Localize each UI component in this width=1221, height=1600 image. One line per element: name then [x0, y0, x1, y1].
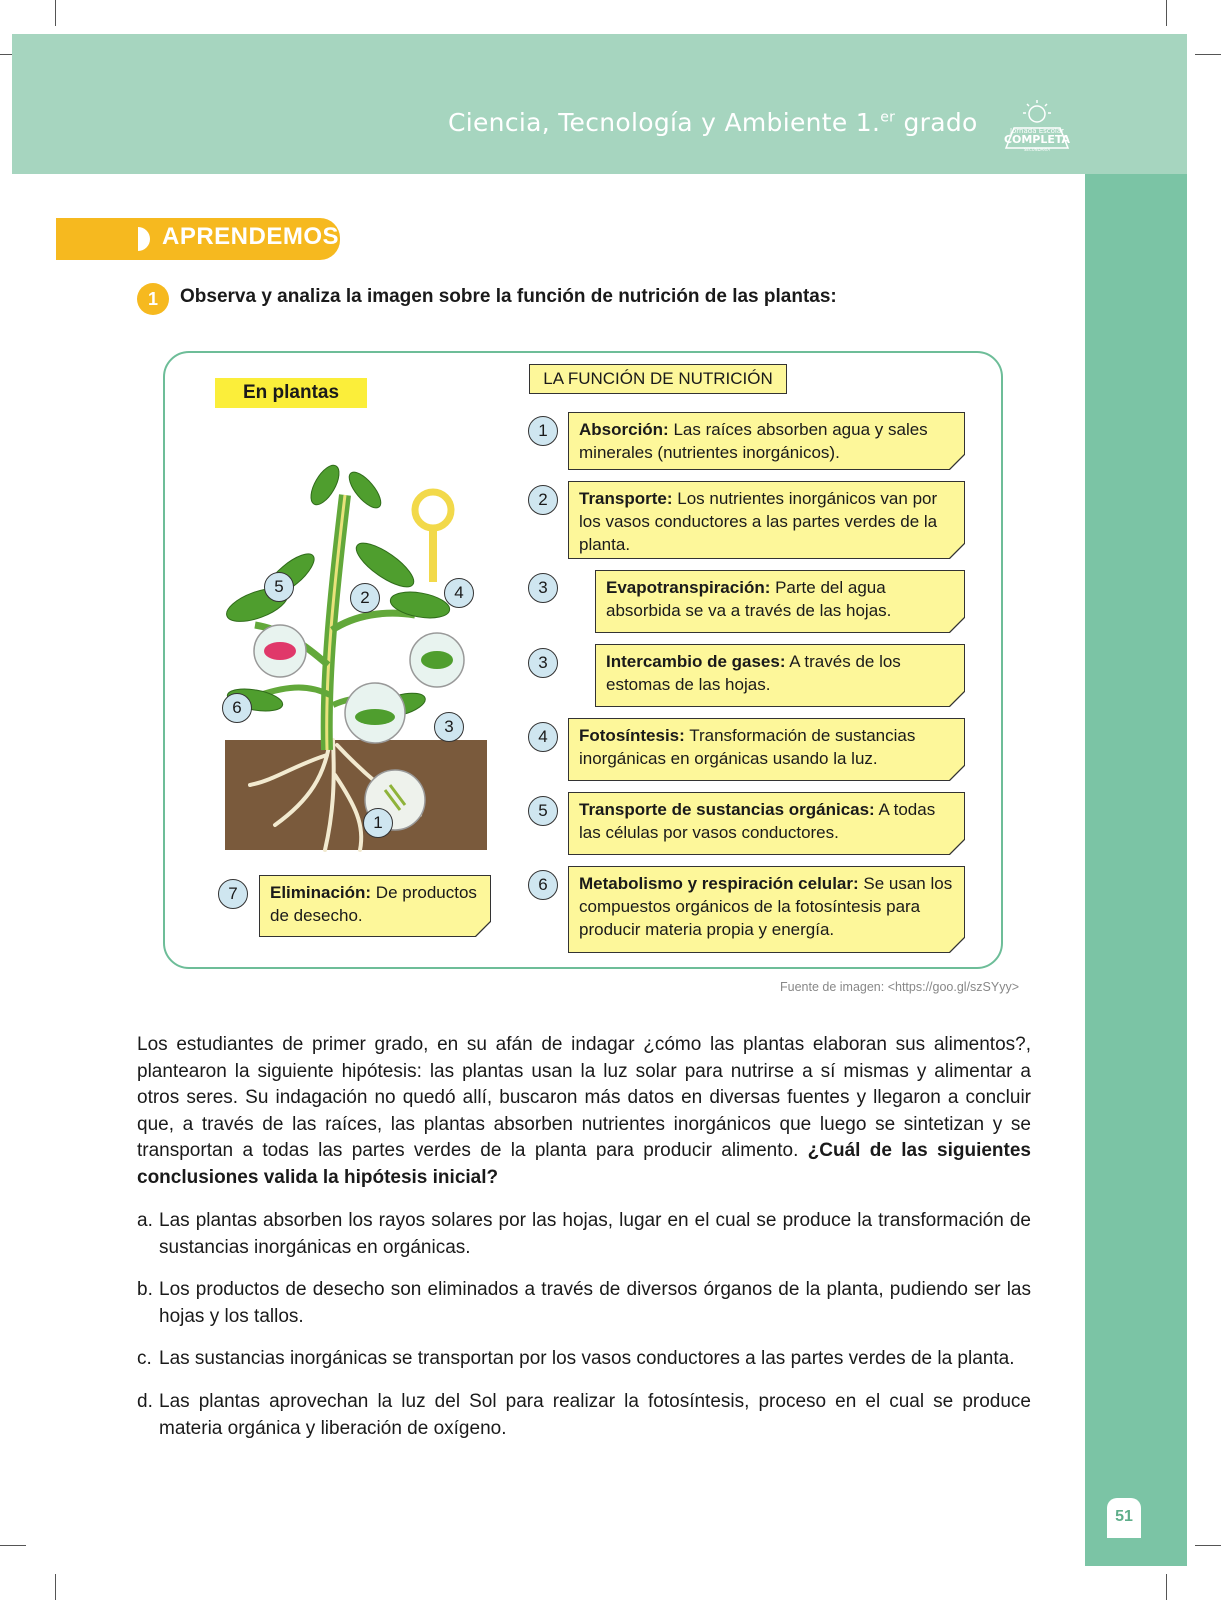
option-letter: c.: [137, 1348, 152, 1369]
crop-mark: [55, 0, 56, 26]
plant-marker: 2: [350, 583, 380, 613]
option-letter: a.: [137, 1210, 153, 1231]
item-term: Fotosíntesis:: [579, 726, 685, 745]
side-strip: [1085, 174, 1187, 1566]
plant-marker: 1: [363, 808, 393, 838]
item-number: 2: [528, 485, 558, 515]
item-number: 1: [528, 416, 558, 446]
jornada-escolar-completa-logo: [996, 98, 1078, 154]
crop-mark: [55, 1574, 56, 1600]
item-number: 4: [528, 722, 558, 752]
crop-mark: [1195, 54, 1221, 55]
page-curl-icon: [949, 937, 965, 953]
option-c: [137, 1346, 1031, 1373]
header-title: Ciencia, Tecnología y Ambiente 1.$^{er}$ grado: [448, 108, 978, 137]
item-term: Transporte de sustancias orgánicas:: [579, 800, 875, 819]
tab-notch-icon: [138, 227, 150, 251]
item-text: Se usan los compuestos orgánicos de la fotosíntesis para producir materia propia y energía.: [579, 874, 953, 939]
absorcion-box: [568, 412, 965, 470]
crop-mark: [1166, 0, 1167, 26]
metabolismo-box: [568, 866, 965, 953]
image-source: Fuente de imagen: <https://goo.gl/szSYyy>: [780, 980, 1020, 994]
item-term: Absorción:: [579, 420, 669, 439]
item-number: 3: [528, 648, 558, 678]
evapotranspiracion-box: [595, 570, 965, 633]
option-a: [137, 1208, 1031, 1261]
page-curl-icon: [475, 921, 491, 937]
item-term: Transporte:: [579, 489, 673, 508]
diagram-title: LA FUNCIÓN DE NUTRICIÓN: [529, 364, 787, 394]
option-letter: d.: [137, 1391, 153, 1412]
page-curl-icon: [949, 691, 965, 707]
transporte-organicas-box: [568, 792, 965, 855]
item-text: A todas las células por vasos conductores.: [579, 800, 936, 842]
page-curl-icon: [949, 839, 965, 855]
question-number: 1: [137, 283, 169, 315]
svg-text:SECUNDARIA: SECUNDARIA: [1023, 147, 1051, 152]
item-number: 3: [528, 573, 558, 603]
plant-marker: 4: [444, 578, 474, 608]
section-title: APRENDEMOS: [162, 223, 340, 250]
plant-illustration: [215, 455, 500, 855]
item-number: 5: [528, 796, 558, 826]
crop-mark: [0, 1545, 26, 1546]
crop-mark: [1195, 1545, 1221, 1546]
transporte-box: [568, 481, 965, 559]
option-b: [137, 1277, 1031, 1330]
item-text: Parte del agua absorbida se va a través de las hojas.: [606, 578, 892, 620]
page-curl-icon: [949, 543, 965, 559]
item-text: Los nutrientes inorgánicos van por los vasos conductores a las partes verdes de la planta.: [579, 489, 938, 554]
item-term: Metabolismo y respiración celular:: [579, 874, 859, 893]
page-curl-icon: [949, 454, 965, 470]
plant-label: En plantas: [215, 378, 367, 408]
option-text: Las sustancias inorgánicas se transportan por los vasos conductores a las partes verdes de la planta.: [159, 1348, 1015, 1369]
item-term: Eliminación:: [270, 883, 372, 902]
svg-text:COMPLETA: COMPLETA: [1003, 133, 1071, 146]
page-curl-icon: [949, 765, 965, 781]
item-term: Evapotranspiración:: [606, 578, 771, 597]
section-tab: [56, 218, 340, 260]
item-text: Las raíces absorben agua y sales minerales (nutrientes inorgánicos).: [579, 420, 928, 462]
eliminacion-box: [259, 875, 491, 937]
option-text: Las plantas aprovechan la luz del Sol para realizar la fotosíntesis, proceso en el cual se produce materia orgánica y liberación de oxígeno.: [159, 1391, 1031, 1439]
option-text: Las plantas absorben los rayos solares por las hojas, lugar en el cual se produce la transformación de sustancias inorgánicas en orgánicas.: [159, 1210, 1031, 1258]
page-curl-icon: [949, 617, 965, 633]
svg-text:Jornada Escolar: Jornada Escolar: [1009, 127, 1065, 135]
crop-mark: [1166, 1574, 1167, 1600]
paragraph-text: Los estudiantes de primer grado, en su afán de indagar ¿cómo las plantas elaboran sus alimentos?, plantearon la siguiente hipótesis: las plantas usan la luz solar para nutrirse a sí mismas y alimentar a otros seres. Su indagación no quedó allí, buscaron más datos en diversas fuentes y llegaron a concluir que, a través de las raíces, las plantas absorben nutrientes inorgánicos que luego se sintetizan y se transportan a todas las partes verdes de la planta para producir alimento.: [137, 1034, 1031, 1161]
option-d: [137, 1389, 1031, 1442]
plant-marker: 6: [222, 693, 252, 723]
question-text: Observa y analiza la imagen sobre la función de nutrición de las plantas:: [180, 286, 837, 307]
item-text: De productos de desecho.: [270, 883, 477, 925]
plant-marker: 3: [434, 712, 464, 742]
item-term: Intercambio de gases:: [606, 652, 786, 671]
intercambio-gases-box: [595, 644, 965, 707]
option-letter: b.: [137, 1279, 153, 1300]
item-text: Transformación de sustancias inorgánicas en orgánicas usando la luz.: [579, 726, 916, 768]
fotosintesis-box: [568, 718, 965, 781]
item-text: A través de los estomas de las hojas.: [606, 652, 901, 694]
item-number: 7: [218, 879, 248, 909]
item-number: 6: [528, 870, 558, 900]
paragraph-question: ¿Cuál de las siguientes conclusiones valida la hipótesis inicial?: [137, 1140, 1031, 1188]
plant-marker: 5: [264, 572, 294, 602]
body-paragraph: [137, 1032, 1031, 1191]
page-number: 51: [1107, 1498, 1141, 1538]
option-text: Los productos de desecho son eliminados a través de diversos órganos de la planta, pudiendo ser las hojas y los tallos.: [159, 1279, 1031, 1327]
